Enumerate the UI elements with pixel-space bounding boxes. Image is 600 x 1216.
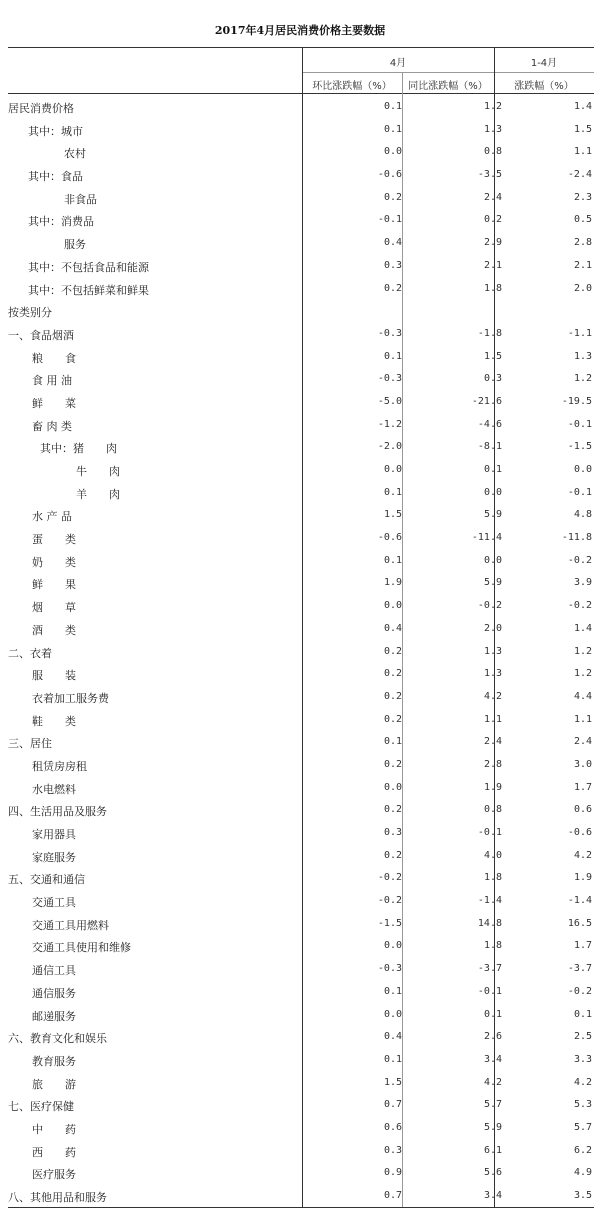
- value-yoy: 2.6: [483, 1031, 502, 1043]
- value-ytd: 4.4: [573, 690, 592, 702]
- value-ytd: 0.0: [573, 464, 592, 475]
- value-yoy: -11.4: [471, 532, 502, 544]
- row-label: 按类别分: [8, 306, 52, 320]
- table-row: [8, 572, 594, 595]
- value-mom: 0.3: [383, 1144, 402, 1156]
- row-label: 服 装: [32, 669, 76, 683]
- value-mom: 1.5: [383, 1076, 402, 1088]
- row-label: 旅 游: [32, 1077, 76, 1091]
- value-mom: 0.2: [383, 282, 402, 294]
- value-mom: 0.6: [383, 1121, 402, 1133]
- value-mom: -0.3: [377, 327, 402, 339]
- value-yoy: 1.8: [483, 872, 502, 884]
- value-mom: 0.0: [383, 600, 402, 612]
- table-row: [8, 618, 594, 641]
- row-label: 食 用 油: [32, 374, 72, 388]
- table-row: [8, 164, 594, 187]
- table-row: [8, 1185, 594, 1208]
- row-label: 通信工具: [32, 964, 76, 978]
- value-yoy: -1.4: [477, 895, 502, 907]
- value-yoy: 0.2: [483, 214, 502, 226]
- value-mom: -0.3: [377, 963, 402, 975]
- table-row: [8, 96, 594, 119]
- value-yoy: 14.8: [477, 917, 502, 929]
- table-row: [8, 686, 594, 709]
- table-row: [8, 845, 594, 868]
- table-row: [8, 958, 594, 981]
- value-ytd: -1.5: [567, 441, 592, 453]
- value-yoy: 2.4: [483, 191, 502, 203]
- value-ytd: 1.7: [573, 940, 592, 952]
- value-ytd: 2.8: [573, 237, 592, 249]
- value-ytd: 1.4: [573, 622, 592, 634]
- row-label: 水 产 品: [32, 510, 72, 524]
- value-ytd: -0.2: [567, 554, 592, 566]
- table-row: [8, 300, 594, 323]
- value-mom: 0.1: [383, 101, 402, 112]
- value-yoy: 4.2: [483, 1076, 502, 1088]
- subheader-rule: [302, 72, 594, 73]
- table-row: [8, 641, 594, 664]
- table-row: [8, 1026, 594, 1049]
- row-label: 居民消费价格: [8, 102, 74, 115]
- value-mom: 0.4: [383, 237, 402, 249]
- value-mom: 0.1: [383, 554, 402, 566]
- value-yoy: 2.0: [483, 622, 502, 634]
- value-ytd: 2.5: [573, 1031, 592, 1043]
- value-mom: -2.0: [377, 441, 402, 453]
- header-ytd: 涨跌幅（%）: [514, 81, 574, 92]
- value-yoy: 3.4: [483, 1053, 502, 1065]
- table-row: [8, 1049, 594, 1072]
- value-ytd: 4.8: [573, 509, 592, 521]
- table-row: [8, 754, 594, 777]
- value-ytd: -0.1: [567, 418, 592, 430]
- value-ytd: 5.7: [573, 1121, 592, 1133]
- header-mom: 环比涨跌幅（%）: [312, 81, 392, 92]
- row-label: 其中：猪 肉: [40, 442, 117, 456]
- table-row: [8, 482, 594, 505]
- value-yoy: 0.8: [483, 804, 502, 816]
- value-yoy: -0.2: [477, 600, 502, 612]
- header-yoy: 同比涨跌幅（%）: [408, 81, 488, 92]
- value-mom: 0.2: [383, 690, 402, 702]
- row-label: 蛋 类: [32, 533, 76, 547]
- row-label: 粮 食: [32, 351, 76, 365]
- row-label: 其中：不包括鲜菜和鲜果: [28, 283, 149, 297]
- row-label: 其中：不包括食品和能源: [28, 260, 149, 274]
- table-row: [8, 595, 594, 618]
- value-ytd: 1.3: [573, 350, 592, 362]
- row-label: 一、食品烟酒: [8, 328, 74, 342]
- value-ytd: -0.6: [567, 827, 592, 838]
- value-yoy: 0.8: [483, 146, 502, 158]
- table-row: [8, 731, 594, 754]
- table-row: [8, 119, 594, 142]
- value-ytd: 1.2: [573, 668, 592, 680]
- row-label: 四、生活用品及服务: [8, 805, 107, 819]
- value-yoy: -21.6: [471, 395, 502, 407]
- value-mom: 0.0: [383, 464, 402, 475]
- value-mom: 0.0: [383, 940, 402, 952]
- value-mom: 0.1: [383, 985, 402, 997]
- value-mom: 0.1: [383, 123, 402, 135]
- row-label: 邮递服务: [32, 1009, 76, 1023]
- value-yoy: -0.1: [477, 827, 502, 838]
- table-row: [8, 867, 594, 890]
- header-bottom-rule: [8, 93, 594, 94]
- value-ytd: 6.2: [573, 1144, 592, 1156]
- value-yoy: 4.2: [483, 690, 502, 702]
- row-label: 羊 肉: [76, 487, 120, 501]
- value-mom: -1.2: [377, 418, 402, 430]
- value-mom: 0.2: [383, 804, 402, 816]
- top-rule: [8, 47, 594, 48]
- value-yoy: -0.1: [477, 985, 502, 997]
- row-label: 交通工具: [32, 896, 76, 910]
- row-label: 通信服务: [32, 986, 76, 1000]
- table-row: [8, 663, 594, 686]
- value-mom: 0.1: [383, 486, 402, 498]
- row-label: 中 药: [32, 1122, 76, 1136]
- row-label: 农村: [64, 147, 86, 161]
- table-row: [8, 777, 594, 800]
- table-row: [8, 141, 594, 164]
- table-row: [8, 278, 594, 301]
- value-yoy: 1.8: [483, 282, 502, 294]
- value-yoy: 5.9: [483, 1121, 502, 1133]
- row-label: 牛 肉: [76, 465, 120, 478]
- value-yoy: 1.5: [483, 350, 502, 362]
- table-row: [8, 1072, 594, 1095]
- row-label: 畜 肉 类: [32, 419, 72, 433]
- value-yoy: 0.0: [483, 554, 502, 566]
- value-mom: 0.2: [383, 713, 402, 725]
- value-mom: 1.9: [383, 577, 402, 589]
- table-row: [8, 890, 594, 913]
- row-label: 家用器具: [32, 828, 76, 841]
- value-yoy: 1.3: [483, 668, 502, 680]
- value-ytd: 3.0: [573, 758, 592, 770]
- row-label: 二、衣着: [8, 646, 52, 660]
- row-label: 家庭服务: [32, 850, 76, 864]
- table-row: [8, 1140, 594, 1163]
- value-ytd: 2.4: [573, 736, 592, 748]
- table-title: 2017年4月居民消费价格主要数据: [214, 24, 386, 37]
- value-mom: 0.3: [383, 827, 402, 838]
- table-row: [8, 822, 594, 845]
- value-yoy: 2.8: [483, 758, 502, 770]
- header-group-month: 4月: [389, 58, 407, 69]
- row-label: 其中：消费品: [28, 215, 94, 229]
- value-mom: -1.5: [377, 917, 402, 929]
- row-label: 租赁房房租: [32, 759, 87, 773]
- value-yoy: 1.2: [483, 101, 502, 112]
- value-ytd: 2.3: [573, 191, 592, 203]
- value-mom: 0.0: [383, 146, 402, 158]
- value-ytd: 3.3: [573, 1053, 592, 1065]
- value-ytd: 0.5: [573, 214, 592, 226]
- value-mom: 0.1: [383, 350, 402, 362]
- value-yoy: 0.1: [483, 1008, 502, 1020]
- value-mom: 0.0: [383, 1008, 402, 1020]
- table-body: [8, 96, 594, 1208]
- value-yoy: -3.5: [477, 169, 502, 181]
- row-label: 八、其他用品和服务: [8, 1191, 107, 1204]
- value-ytd: 1.2: [573, 645, 592, 657]
- value-ytd: 1.1: [573, 713, 592, 725]
- row-label: 其中：城市: [28, 124, 83, 138]
- table-row: [8, 981, 594, 1004]
- table-row: [8, 935, 594, 958]
- value-mom: 0.2: [383, 758, 402, 770]
- value-ytd: 1.7: [573, 781, 592, 793]
- value-ytd: -3.7: [567, 963, 592, 975]
- value-yoy: 5.9: [483, 509, 502, 521]
- table-row: [8, 1117, 594, 1140]
- value-yoy: 1.1: [483, 713, 502, 725]
- value-ytd: 3.9: [573, 577, 592, 589]
- row-label: 六、教育文化和娱乐: [8, 1032, 107, 1046]
- value-ytd: 0.6: [573, 804, 592, 816]
- row-label: 其中：食品: [28, 170, 83, 184]
- value-ytd: 1.4: [573, 101, 592, 112]
- value-ytd: -0.1: [567, 486, 592, 498]
- table-row: [8, 414, 594, 437]
- table-row: [8, 391, 594, 414]
- value-mom: -0.6: [377, 532, 402, 544]
- value-yoy: -4.6: [477, 418, 502, 430]
- value-yoy: -1.8: [477, 327, 502, 339]
- table-row: [8, 346, 594, 369]
- table-row: [8, 550, 594, 573]
- row-label: 酒 类: [32, 623, 76, 637]
- value-ytd: 0.1: [573, 1008, 592, 1020]
- table-row: [8, 799, 594, 822]
- value-mom: -0.3: [377, 373, 402, 385]
- value-ytd: 4.2: [573, 1076, 592, 1088]
- table-row: [8, 187, 594, 210]
- value-yoy: 0.1: [483, 464, 502, 475]
- value-ytd: 1.5: [573, 123, 592, 135]
- row-label: 服务: [64, 238, 86, 252]
- value-mom: 0.2: [383, 191, 402, 203]
- table-row: [8, 436, 594, 459]
- table-row: [8, 1004, 594, 1027]
- value-ytd: -1.1: [567, 327, 592, 339]
- value-ytd: -1.4: [567, 895, 592, 907]
- value-yoy: 1.8: [483, 940, 502, 952]
- table-row: [8, 709, 594, 732]
- value-yoy: 0.0: [483, 486, 502, 498]
- table-row: [8, 1094, 594, 1117]
- value-mom: -0.2: [377, 895, 402, 907]
- value-mom: 0.4: [383, 1031, 402, 1043]
- value-yoy: 6.1: [483, 1144, 502, 1156]
- value-mom: -0.2: [377, 872, 402, 884]
- row-label: 衣着加工服务费: [32, 691, 109, 705]
- table-row: [8, 255, 594, 278]
- header-group-ytd: 1-4月: [530, 58, 558, 69]
- value-mom: -5.0: [377, 395, 402, 407]
- table-row: [8, 1162, 594, 1185]
- value-mom: -0.1: [377, 214, 402, 226]
- row-label: 鲜 菜: [32, 396, 76, 410]
- row-label: 非食品: [64, 192, 97, 206]
- table-row: [8, 913, 594, 936]
- value-yoy: 2.4: [483, 736, 502, 748]
- value-ytd: 1.9: [573, 872, 592, 884]
- row-label: 奶 类: [32, 555, 76, 569]
- table-row: [8, 368, 594, 391]
- value-ytd: -11.8: [561, 532, 592, 544]
- value-ytd: 1.1: [573, 146, 592, 158]
- row-label: 三、居住: [8, 737, 52, 751]
- value-mom: 0.1: [383, 736, 402, 748]
- value-yoy: 2.1: [483, 259, 502, 271]
- row-label: 鞋 类: [32, 714, 76, 728]
- value-yoy: 0.3: [483, 373, 502, 385]
- value-ytd: 4.2: [573, 849, 592, 861]
- table-row: [8, 459, 594, 482]
- value-ytd: 2.1: [573, 259, 592, 271]
- value-yoy: -8.1: [477, 441, 502, 453]
- value-mom: 0.7: [383, 1099, 402, 1111]
- value-ytd: 1.2: [573, 373, 592, 385]
- value-yoy: 1.3: [483, 123, 502, 135]
- value-mom: 0.1: [383, 1053, 402, 1065]
- table-row: [8, 209, 594, 232]
- value-ytd: 5.3: [573, 1099, 592, 1111]
- row-label: 医疗服务: [32, 1168, 76, 1182]
- row-label: 交通工具用燃料: [32, 918, 109, 932]
- value-mom: 0.2: [383, 849, 402, 861]
- value-mom: 0.2: [383, 645, 402, 657]
- value-yoy: 5.7: [483, 1099, 502, 1111]
- value-yoy: 3.4: [483, 1190, 502, 1201]
- value-ytd: -2.4: [567, 169, 592, 181]
- value-ytd: 3.5: [573, 1190, 592, 1201]
- value-ytd: -0.2: [567, 600, 592, 612]
- value-yoy: 5.9: [483, 577, 502, 589]
- value-ytd: 4.9: [573, 1167, 592, 1179]
- value-mom: -0.6: [377, 169, 402, 181]
- value-mom: 0.7: [383, 1190, 402, 1201]
- value-mom: 1.5: [383, 509, 402, 521]
- value-yoy: -3.7: [477, 963, 502, 975]
- table-row: [8, 527, 594, 550]
- table-row: [8, 323, 594, 346]
- table-row: [8, 232, 594, 255]
- value-yoy: 5.6: [483, 1167, 502, 1179]
- value-mom: 0.9: [383, 1167, 402, 1179]
- value-yoy: 1.9: [483, 781, 502, 793]
- row-label: 水电燃料: [32, 782, 76, 796]
- value-yoy: 1.3: [483, 645, 502, 657]
- value-ytd: 2.0: [573, 282, 592, 294]
- row-label: 烟 草: [32, 601, 76, 615]
- row-label: 教育服务: [32, 1054, 76, 1068]
- row-label: 鲜 果: [32, 578, 76, 592]
- table-row: [8, 504, 594, 527]
- value-mom: 0.2: [383, 668, 402, 680]
- value-mom: 0.3: [383, 259, 402, 271]
- row-label: 七、医疗保健: [8, 1100, 74, 1114]
- value-ytd: -19.5: [561, 395, 592, 407]
- value-mom: 0.4: [383, 622, 402, 634]
- value-ytd: 16.5: [567, 917, 592, 929]
- value-ytd: -0.2: [567, 985, 592, 997]
- row-label: 五、交通和通信: [8, 873, 85, 887]
- row-label: 西 药: [32, 1145, 76, 1159]
- row-label: 交通工具使用和维修: [32, 941, 131, 955]
- value-yoy: 2.9: [483, 237, 502, 249]
- value-mom: 0.0: [383, 781, 402, 793]
- value-yoy: 4.0: [483, 849, 502, 861]
